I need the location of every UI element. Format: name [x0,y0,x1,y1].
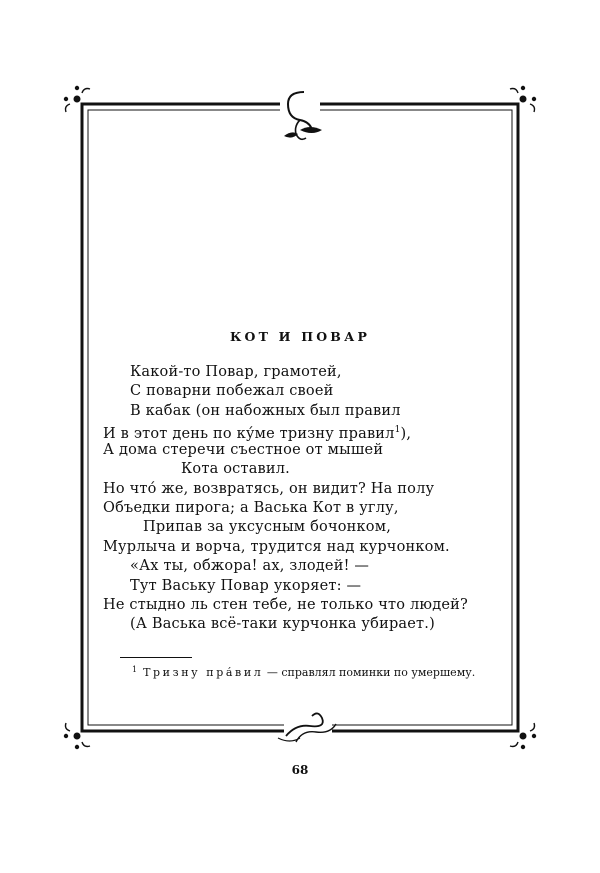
corner-ornament-top-right [510,86,536,112]
corner-ornament-bottom-right [510,723,536,749]
poem-line: Мурлыча и ворча, трудится над курчонком. [103,539,450,555]
poem-line: А дома стеречи съестное от мышей [103,442,384,458]
poem-line: «Ах ты, обжора! ах, злодей! — [130,558,370,574]
footnote-reference: 1 [394,425,401,435]
poem-line: Не стыдно ль стен тебе, не только что людей? [103,597,468,613]
poem-line-text: И в этот день по ку́ме тризну правил [103,426,395,442]
poem-line: Но что́ же, возвратясь, он видит? На полу [103,481,435,497]
poem-line: Кота оставил. [181,461,290,477]
poem-line: Объедки пирога; а Васька Кот в углу, [103,500,399,516]
footnote-definition: — справлял поминки по умершему. [263,666,476,679]
footnote-divider [120,657,192,658]
page-number: 68 [291,763,309,777]
poem-line-with-footnote [103,421,411,443]
poem-line: В кабак (он набожных был правил [130,403,401,419]
poem-line-suffix: ), [400,426,412,442]
corner-ornament-bottom-left [64,723,90,749]
poem-title: КОТ И ПОВАР [229,329,371,344]
poem-line: (А Васька всё-таки курчонка убирает.) [130,616,435,632]
poem-line: Припав за уксусным бочонком, [143,519,392,535]
poem-line: С поварни побежал своей [130,383,334,399]
corner-ornament-top-left [64,86,90,112]
bottom-flourish-ornament [278,713,336,742]
footnote-marker: 1 [132,665,138,674]
poem-line: Тут Ваську Повар укоряет: — [130,578,362,594]
poem-line: Какой-то Повар, грамотей, [130,364,342,380]
top-flourish-ornament [280,92,322,139]
footnote [132,663,475,680]
footnote-term: Тризну пра́вил [143,666,264,679]
